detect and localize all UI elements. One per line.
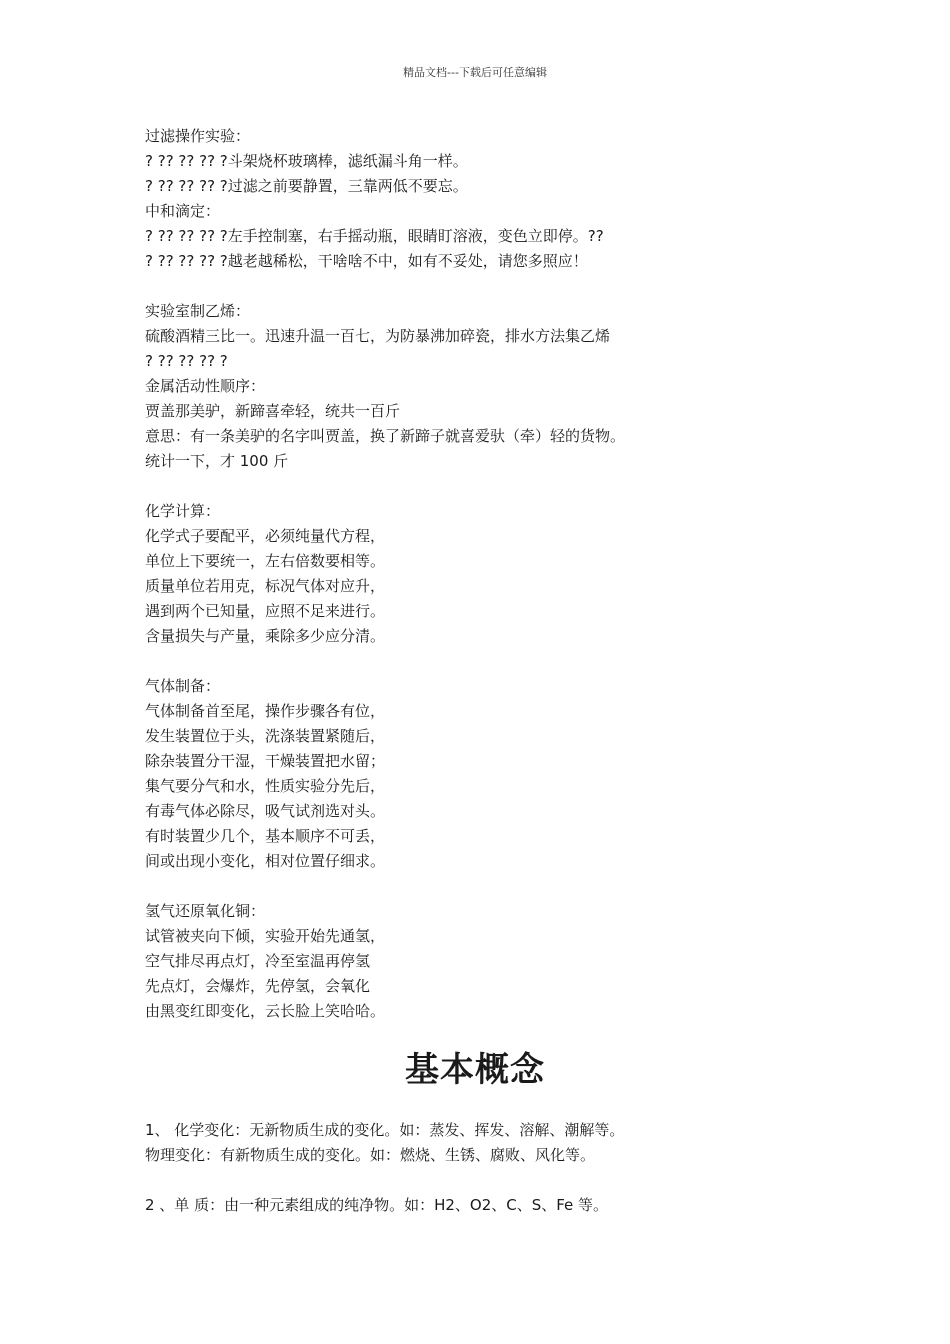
section-heading: 金属活动性顺序：	[145, 377, 266, 395]
section-heading: 中和滴定：	[145, 202, 221, 220]
blank-line	[145, 649, 825, 674]
blank-line	[145, 874, 825, 899]
text-line: 单位上下要统一，左右倍数要相等。	[145, 552, 386, 570]
section-hydrogen-reduction	[145, 899, 825, 1024]
section-basic-concepts	[145, 1118, 825, 1218]
section-filtration-titration	[145, 124, 825, 274]
text-line: 发生装置位于头，洗涤装置紧随后，	[145, 727, 386, 745]
text-line: ? ?? ?? ?? ?左手控制塞，右手摇动瓶，眼睛盯溶液，变色立即停。??	[145, 227, 604, 245]
text-line: 含量损失与产量，乘除多少应分清。	[145, 627, 386, 645]
text-line: 质量单位若用克，标况气体对应升，	[145, 577, 386, 595]
page-header: 精品文档---下载后可任意编辑	[403, 66, 547, 79]
text-line: 遇到两个已知量，应照不足来进行。	[145, 602, 386, 620]
blank-line	[145, 1168, 825, 1193]
text-line: ? ?? ?? ?? ?过滤之前要静置，三靠两低不要忘。	[145, 177, 468, 195]
section-heading: 气体制备：	[145, 677, 221, 695]
text-line: 集气要分气和水，性质实验分先后，	[145, 777, 386, 795]
text-line: 统计一下，才 100 斤	[145, 452, 289, 470]
text-line: 有时装置少几个，基本顺序不可丢，	[145, 827, 386, 845]
blank-line	[145, 274, 825, 299]
text-line: ? ?? ?? ?? ?斗架烧杯玻璃棒，滤纸漏斗角一样。	[145, 152, 468, 170]
text-line: 间或出现小变化，相对位置仔细求。	[145, 852, 386, 870]
section-heading: 氢气还原氧化铜：	[145, 902, 266, 920]
blank-line	[145, 474, 825, 499]
section-gas-preparation	[145, 674, 825, 874]
section-heading: 化学计算：	[145, 502, 221, 520]
text-line: 空气排尽再点灯，冷至室温再停氢	[145, 952, 371, 970]
section-title: 基本概念	[405, 1050, 545, 1090]
section-ethylene-metals	[145, 299, 825, 474]
text-line: ? ?? ?? ?? ?越老越稀松，干啥啥不中，如有不妥处，请您多照应！	[145, 252, 588, 270]
text-line: 化学式子要配平，必须纯量代方程，	[145, 527, 386, 545]
section-heading: 过滤操作实验：	[145, 127, 251, 145]
text-line: 气体制备首至尾，操作步骤各有位，	[145, 702, 386, 720]
text-line: 硫酸酒精三比一。迅速升温一百七，为防暴沸加碎瓷，排水方法集乙烯	[145, 327, 611, 345]
text-line: 试管被夹向下倾，实验开始先通氢，	[145, 927, 386, 945]
text-line: 先点灯，会爆炸，先停氢，会氧化	[145, 977, 371, 995]
document-body	[145, 124, 825, 1218]
text-line: 由黑变红即变化，云长脸上笑哈哈。	[145, 1002, 386, 1020]
text-line: ? ?? ?? ?? ?	[145, 352, 228, 370]
section-chemical-calculation	[145, 499, 825, 649]
section-heading: 实验室制乙烯：	[145, 302, 251, 320]
text-line: 除杂装置分干湿，干燥装置把水留；	[145, 752, 386, 770]
text-line: 有毒气体必除尽，吸气试剂选对头。	[145, 802, 386, 820]
text-line: 物理变化：有新物质生成的变化。如：燃烧、生锈、腐败、风化等。	[145, 1146, 596, 1164]
text-line: 1、 化学变化：无新物质生成的变化。如：蒸发、挥发、溶解、潮解等。	[145, 1121, 625, 1139]
text-line: 意思：有一条美驴的名字叫贾盖，换了新蹄子就喜爱驮（牵）轻的货物。	[145, 427, 626, 445]
text-line: 2 、单 质：由一种元素组成的纯净物。如：H2、O2、C、S、Fe 等。	[145, 1196, 609, 1214]
text-line: 贾盖那美驴，新蹄喜牵轻，统共一百斤	[145, 402, 401, 420]
